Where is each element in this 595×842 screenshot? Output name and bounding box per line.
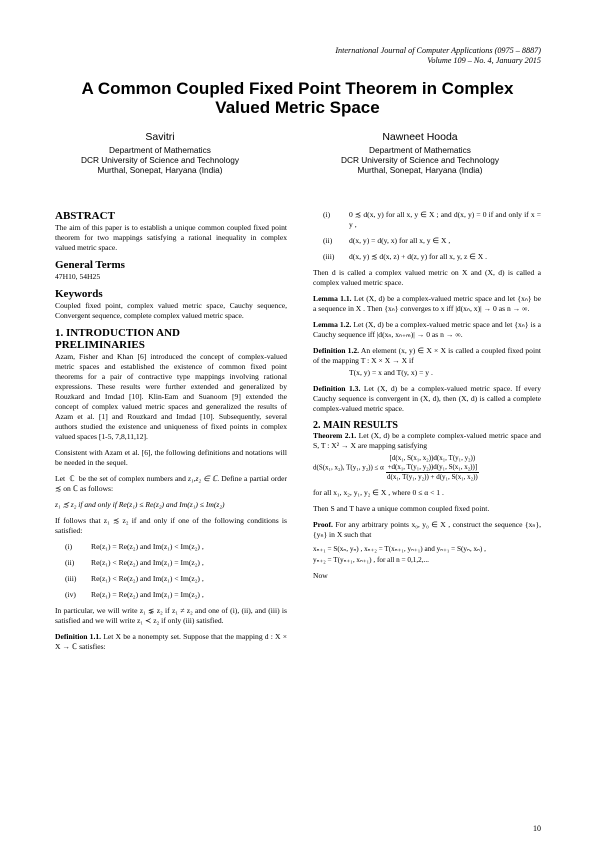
section-1-heading	[55, 327, 287, 351]
right-column	[313, 210, 541, 587]
author-name: Nawneet Hooda	[382, 131, 458, 143]
metric-axioms-list	[313, 210, 541, 262]
page-number: 10	[533, 824, 541, 833]
fraction-denominator: d(x₁, T(y₁, y₂)) + d(y₁, S(x₁, x₂))	[386, 473, 478, 481]
coupled-fixed-point-equation: T(x, y) = x and T(y, x) = y .	[349, 368, 433, 377]
contractive-inequality	[313, 454, 541, 482]
intro-paragraph-1: Azam, Fisher and Khan [6] introduced the concept of complex-valued metric spaces and established the existence of common fixed point theorems for a pair of contractive type mappings involving rational expressions. These results were further extended and generalized by Rouzkard and Imdad [10]. Klin-Eam and Suanoom [9] extended the concept of complex valued metric spaces and generalized the results of Azam et al. [1] and Rouzkard and Imdad [10]. Subsequently, several authors studied the existence and uniqueness of fixed points in complex valued spaces [1-5, 7,8,11,12].	[55, 352, 287, 441]
definition-text: An element (x, y) ∈ X × X is called a coupled fixed point of the mapping T : X × X → X if	[313, 346, 541, 365]
paper-title	[40, 79, 555, 117]
sequence-definition-1: xₙ₊₁ = S(xₙ, yₙ) , xₙ₊₂ = T(xₙ₊₁, yₙ₊₁) and yₙ₊₁ = S(yₙ, xₙ) ,	[313, 545, 486, 553]
keywords-heading: Keywords	[55, 288, 103, 300]
p3-part-d: . Define a partial order ≾ on ℂ as follows:	[55, 474, 287, 493]
definition-1-3	[313, 384, 541, 414]
condition-item	[55, 542, 287, 552]
axiom-text: d(x, y) ≾ d(x, z) + d(z, y) for all x, y, z ∈ X .	[349, 252, 488, 261]
axiom-text: 0 ≾ d(x, y) for all x, y ∈ X ; and d(x, y) = 0 if and only if x = y ,	[349, 210, 541, 229]
conditions-list	[55, 542, 287, 600]
lemma-1-2	[313, 320, 541, 340]
fraction-numerator	[386, 454, 480, 473]
p3-part-a: Let	[55, 474, 66, 483]
definition-label: Definition 1.2.	[313, 346, 360, 355]
condition-number: (iii)	[65, 574, 77, 583]
intro-paragraph-5: In particular, we will write z₁ ⋦ z₂ if z₁ ≠ z₂ and one of (i), (ii), and (iii) is satisfied and we will write z₁ ≺ z₂ if only (iii) satisfied.	[55, 606, 287, 625]
condition-text: Re(z₁) = Re(z₂) and Im(z₁) = Im(z₂) ,	[91, 590, 204, 599]
journal-name: International Journal of Computer Applications (0975 – 8887)	[335, 46, 541, 55]
numerator-line-2: +d(x₁, T(y₁, y₂))d(y₁, S(x₁, x₂))]	[387, 463, 478, 471]
condition-item	[55, 574, 287, 584]
section-2-heading: 2. MAIN RESULTS	[313, 420, 398, 431]
left-column	[55, 210, 287, 658]
definition-1-2	[313, 346, 541, 366]
definition-text: Let X be a nonempty set. Suppose that the mapping d : X × X → ℂ satisfies:	[55, 632, 287, 651]
author-addr: Murthal, Sonepat, Haryana (India)	[97, 165, 223, 175]
condition-number: (i)	[65, 542, 73, 551]
partial-order-definition: z₁ ≾ z₂ if and only if Re(z₁) ≤ Re(z₂) and Im(z₁) ≤ Im(z₂)	[55, 500, 225, 509]
axiom-item	[313, 210, 541, 230]
intro-paragraph-4: If follows that z₁ ≾ z₂ if and only if one of the following conditions is satisfied:	[55, 516, 287, 535]
axiom-item	[313, 252, 541, 262]
proof-label: Proof.	[313, 520, 333, 529]
abstract-heading: ABSTRACT	[55, 210, 115, 222]
author-dept: Department of Mathematics	[369, 145, 471, 155]
intro-paragraph-2: Consistent with Azam et al. [6], the following definitions and notations will be needed in the sequel.	[55, 448, 287, 467]
definition-text: Let (X, d) be a complex-valued metric space. If every Cauchy sequence is convergent in (X, d), then (X, d) is called a complete complex-valued metric space.	[313, 384, 542, 413]
axiom-text: d(x, y) = d(y, x) for all x, y ∈ X ,	[349, 236, 451, 245]
author-univ: DCR University of Science and Technology	[340, 155, 500, 165]
author-addr: Murthal, Sonepat, Haryana (India)	[357, 165, 483, 175]
proof-text: For any arbitrary points x₀, y₀ ∈ X , construct the sequence {xₙ}, {yₙ} in X such that	[313, 520, 541, 539]
title-line-1: A Common Coupled Fixed Point Theorem in Complex	[81, 79, 514, 98]
general-terms-heading: General Terms	[55, 259, 125, 271]
general-terms-text: 47H10, 54H25	[55, 272, 101, 281]
definition-label: Definition 1.3.	[313, 384, 361, 393]
complex-set-symbol: ℂ	[67, 474, 77, 483]
lemma-text: Let (X, d) be a complex-valued metric space and let {xₙ} be a sequence in X . Then {xₙ} converges to x iff |d(xₙ, x)| → 0 as n → ∞.	[313, 294, 541, 313]
theorem-2-1	[313, 431, 541, 451]
keywords-text: Coupled fixed point, complex valued metric space, Cauchy sequence, Convergent sequence, complete complex valued metric space.	[55, 301, 287, 320]
proof-now: Now	[313, 571, 328, 580]
p3-part-c: z₁,z₂ ∈ ℂ	[188, 474, 218, 483]
author-name: Savitri	[145, 131, 175, 143]
journal-volume: Volume 109 – No. 4, January 2015	[427, 56, 541, 65]
theorem-text: Let (X, d) be a complete complex-valued metric space and S, T : X² → X are mapping satisfying	[313, 431, 541, 450]
author-block-1	[60, 131, 260, 175]
definition-label: Definition 1.1.	[55, 632, 102, 641]
intro-paragraph-3	[55, 474, 287, 494]
lemma-label: Lemma 1.2.	[313, 320, 352, 329]
condition-item	[55, 590, 287, 600]
condition-item	[55, 558, 287, 568]
title-line-2: Valued Metric Space	[215, 98, 380, 117]
lemma-text: Let (X, d) be a complex-valued metric space and let {xₙ} is a Cauchy sequence iff |d(xₙ, xₙ₊ₘ)| → 0 as n → ∞.	[313, 320, 541, 339]
abstract-text: The aim of this paper is to establish a unique common coupled fixed point theorem for two mappings satisfying a rational inequality in complex valued metric space.	[55, 223, 287, 252]
axiom-number: (iii)	[323, 252, 335, 261]
axiom-number: (i)	[323, 210, 331, 219]
inequality-fraction	[386, 454, 480, 482]
condition-text: Re(z₁) < Re(z₂) and Im(z₁) = Im(z₂) ,	[91, 558, 204, 567]
numerator-line-1: [d(x₁, S(x₁, x₂))d(x₁, T(y₁, y₂))	[389, 454, 476, 462]
lemma-1-1	[313, 294, 541, 314]
metric-definition-text: Then d is called a complex valued metric on X and (X, d) is called a complex valued metric space.	[313, 268, 541, 287]
proof-paragraph	[313, 520, 541, 540]
lemma-label: Lemma 1.1.	[313, 294, 352, 303]
axiom-item	[313, 236, 541, 246]
axiom-number: (ii)	[323, 236, 333, 245]
theorem-condition: for all x₁, x₂, y₁, y₂ ∈ X , where 0 ≤ α < 1 .	[313, 488, 444, 497]
section-1-heading-line2: PRELIMINARIES	[55, 339, 145, 351]
sequence-definition-2: yₙ₊₂ = T(yₙ₊₁, xₙ₊₁) , for all n = 0,1,2,...	[313, 556, 429, 564]
condition-number: (iv)	[65, 590, 76, 599]
condition-text: Re(z₁) = Re(z₂) and Im(z₁) < Im(z₂) ,	[91, 542, 204, 551]
theorem-conclusion: Then S and T have a unique common coupled fixed point.	[313, 504, 490, 513]
definition-1-1	[55, 632, 287, 652]
journal-header	[335, 46, 541, 66]
inequality-lhs: d(S(x₁, x₂), T(y₁, y₂)) ≤ α	[313, 463, 384, 472]
condition-text: Re(z₁) < Re(z₂) and Im(z₁) < Im(z₂) ,	[91, 574, 204, 583]
author-dept: Department of Mathematics	[109, 145, 211, 155]
section-1-heading-line1: 1. INTRODUCTION AND	[55, 327, 180, 339]
p3-part-b: be the set of complex numbers and	[78, 474, 186, 483]
author-univ: DCR University of Science and Technology	[80, 155, 240, 165]
condition-number: (ii)	[65, 558, 75, 567]
author-block-2	[320, 131, 520, 175]
theorem-label: Theorem 2.1.	[313, 431, 357, 440]
